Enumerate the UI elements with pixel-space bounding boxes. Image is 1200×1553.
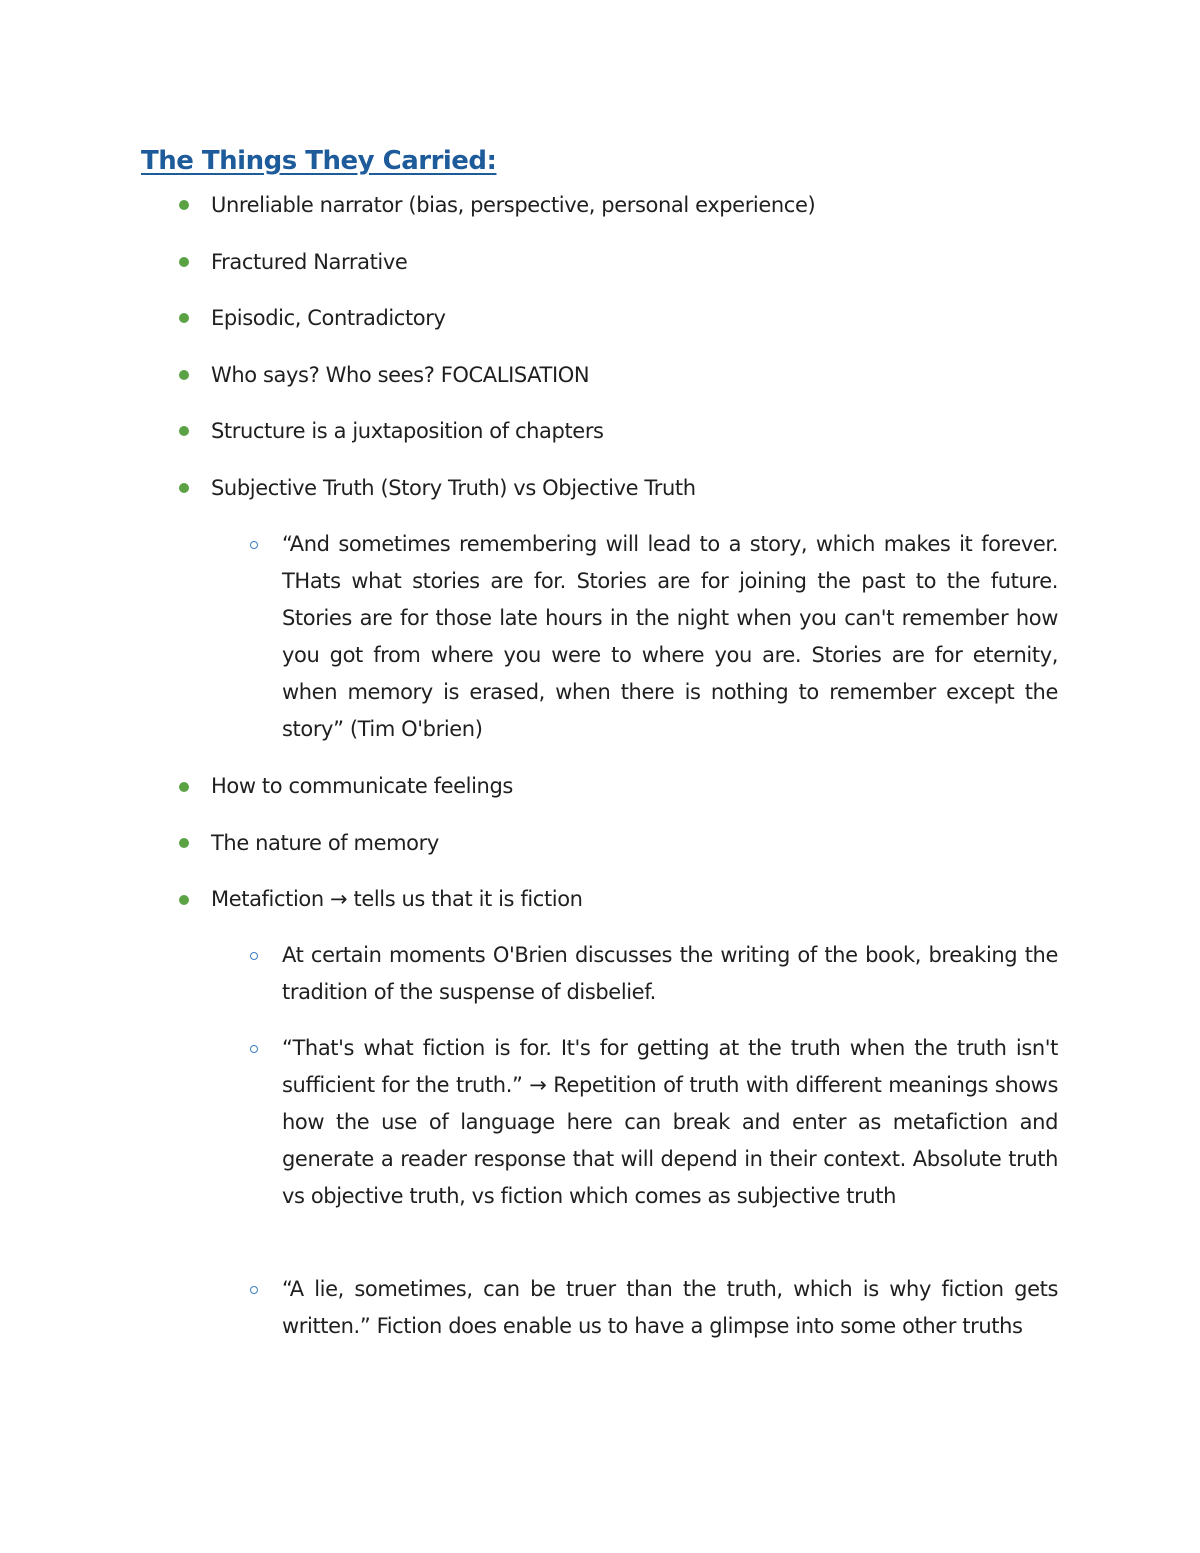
bullet-dot [179, 370, 189, 380]
document-title: The Things They Carried: [141, 146, 497, 176]
bullet-item: The nature of memory [211, 831, 439, 855]
bullet-dot [179, 483, 189, 493]
bullet-item: Episodic, Contradictory [211, 306, 446, 330]
bullet-dot [179, 200, 189, 210]
sub-bullet-circle [250, 1286, 258, 1294]
bullet-dot [179, 426, 189, 436]
sub-item: At certain moments O'Brien discusses the writing of the book, breaking the tradition of the suspense of disbelief. [282, 943, 1058, 1004]
bullet-dot [179, 895, 189, 905]
bullet-dot [179, 782, 189, 792]
sub-bullet-circle [250, 952, 258, 960]
bullet-dot [179, 313, 189, 323]
sub-bullet-circle [250, 541, 258, 549]
bullet-item: How to communicate feelings [211, 774, 513, 798]
sub-bullet-circle [250, 1045, 258, 1053]
bullet-item: Subjective Truth (Story Truth) vs Objective Truth [211, 476, 696, 500]
bullet-item: Unreliable narrator (bias, perspective, personal experience) [211, 193, 816, 217]
sub-item: “A lie, sometimes, can be truer than the truth, which is why fiction gets written.” Fiction does enable us to have a glimpse into some other truths [282, 1277, 1058, 1338]
sub-item: “That's what fiction is for. It's for getting at the truth when the truth isn't sufficient for the truth.” → Repetition of truth with different meanings shows how the use of language here can break and enter as metafiction and generate a reader response that will depend in their context. Absolute truth vs objective truth, vs fiction which comes as subjective truth [282, 1036, 1058, 1208]
bullet-dot [179, 257, 189, 267]
bullet-item: Metafiction → tells us that it is fiction [211, 887, 583, 911]
bullet-item: Fractured Narrative [211, 250, 408, 274]
bullet-item: Who says? Who sees? FOCALISATION [211, 363, 590, 387]
bullet-dot [179, 838, 189, 848]
sub-item-quote: “And sometimes remembering will lead to a story, which makes it forever. THats what stories are for. Stories are for joining the past to the future. Stories are for those late hours in the night when you can't remember how you got from where you were to where you are. Stories are for eternity, when memory is erased, when there is nothing to remember except the story” (Tim O'brien) [282, 532, 1058, 741]
bullet-item: Structure is a juxtaposition of chapters [211, 419, 604, 443]
